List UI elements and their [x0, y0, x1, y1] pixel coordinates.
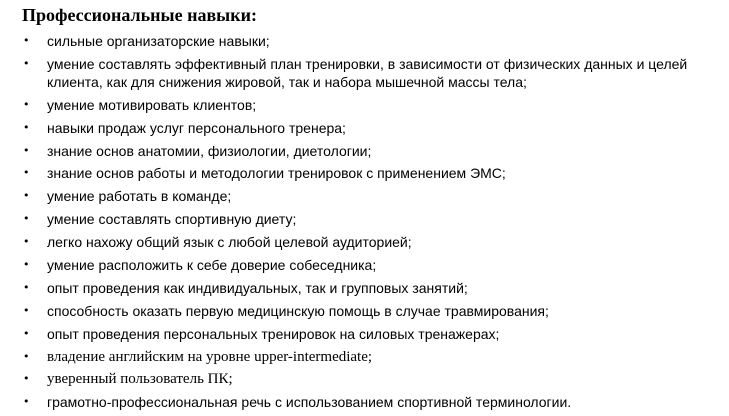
bullet-icon: •	[23, 166, 30, 180]
list-item	[0, 325, 729, 343]
skill-text: грамотно-профессиональная речь с использованием спортивной терминологии.	[47, 394, 572, 411]
bullet-icon: •	[23, 34, 30, 47]
skill-text: умение расположить к себе доверие собеседника;	[47, 257, 377, 274]
list-item	[0, 119, 729, 137]
bullet-icon: •	[23, 143, 30, 157]
list-item	[0, 187, 729, 205]
skill-text: знание основ работы и методологии тренировок с применением ЭМС;	[47, 165, 506, 182]
skill-text: умение составлять спортивную диету;	[47, 211, 297, 228]
list-item	[0, 96, 729, 114]
bullet-icon: •	[23, 395, 30, 409]
list-item	[0, 55, 729, 91]
skill-text: умение работать в команде;	[47, 188, 232, 205]
list-item	[0, 370, 729, 388]
list-item	[0, 279, 729, 297]
list-item	[0, 142, 729, 160]
bullet-icon: •	[23, 280, 30, 294]
skill-text: навыки продаж услуг персонального тренера;	[47, 119, 346, 136]
skill-text: умение мотивировать клиентов;	[47, 96, 257, 113]
skill-text: владение английским на уровне upper-intermediate;	[47, 348, 373, 365]
list-item	[0, 393, 729, 411]
bullet-icon: •	[23, 189, 30, 203]
list-item	[0, 164, 729, 182]
bullet-icon: •	[23, 97, 30, 111]
list-item	[0, 233, 729, 251]
list-item	[0, 302, 729, 320]
list-item	[0, 256, 729, 274]
skills-list	[0, 32, 729, 416]
section-heading: Профессиональные навыки:	[22, 5, 257, 25]
skill-text: уверенный пользователь ПК;	[47, 371, 233, 388]
skill-text: знание основ анатомии, физиологии, диетологии;	[47, 142, 372, 159]
skill-text: опыт проведения персональных тренировок на силовых тренажерах;	[47, 325, 500, 342]
bullet-icon: •	[23, 349, 30, 363]
bullet-icon: •	[23, 326, 30, 340]
skill-text: способность оказать первую медицинскую помощь в случае травмирования;	[47, 302, 549, 319]
skill-text: опыт проведения как индивидуальных, так и групповых занятий;	[47, 279, 468, 296]
bullet-icon: •	[23, 56, 30, 70]
bullet-icon: •	[23, 372, 30, 386]
list-item	[0, 32, 729, 50]
bullet-icon: •	[23, 235, 30, 249]
bullet-icon: •	[23, 258, 30, 272]
bullet-icon: •	[23, 120, 30, 134]
list-item	[0, 210, 729, 228]
bullet-icon: •	[23, 212, 30, 226]
skill-text: умение составлять эффективный план тренировки, в зависимости от физических данных и целей клиента, как для снижения жировой, так и набора мышечной массы тела;	[47, 55, 688, 90]
skill-text: легко нахожу общий язык с любой целевой аудиторией;	[47, 234, 412, 251]
skill-text: сильные организаторские навыки;	[47, 33, 270, 49]
list-item	[0, 348, 729, 366]
bullet-icon: •	[23, 303, 30, 317]
